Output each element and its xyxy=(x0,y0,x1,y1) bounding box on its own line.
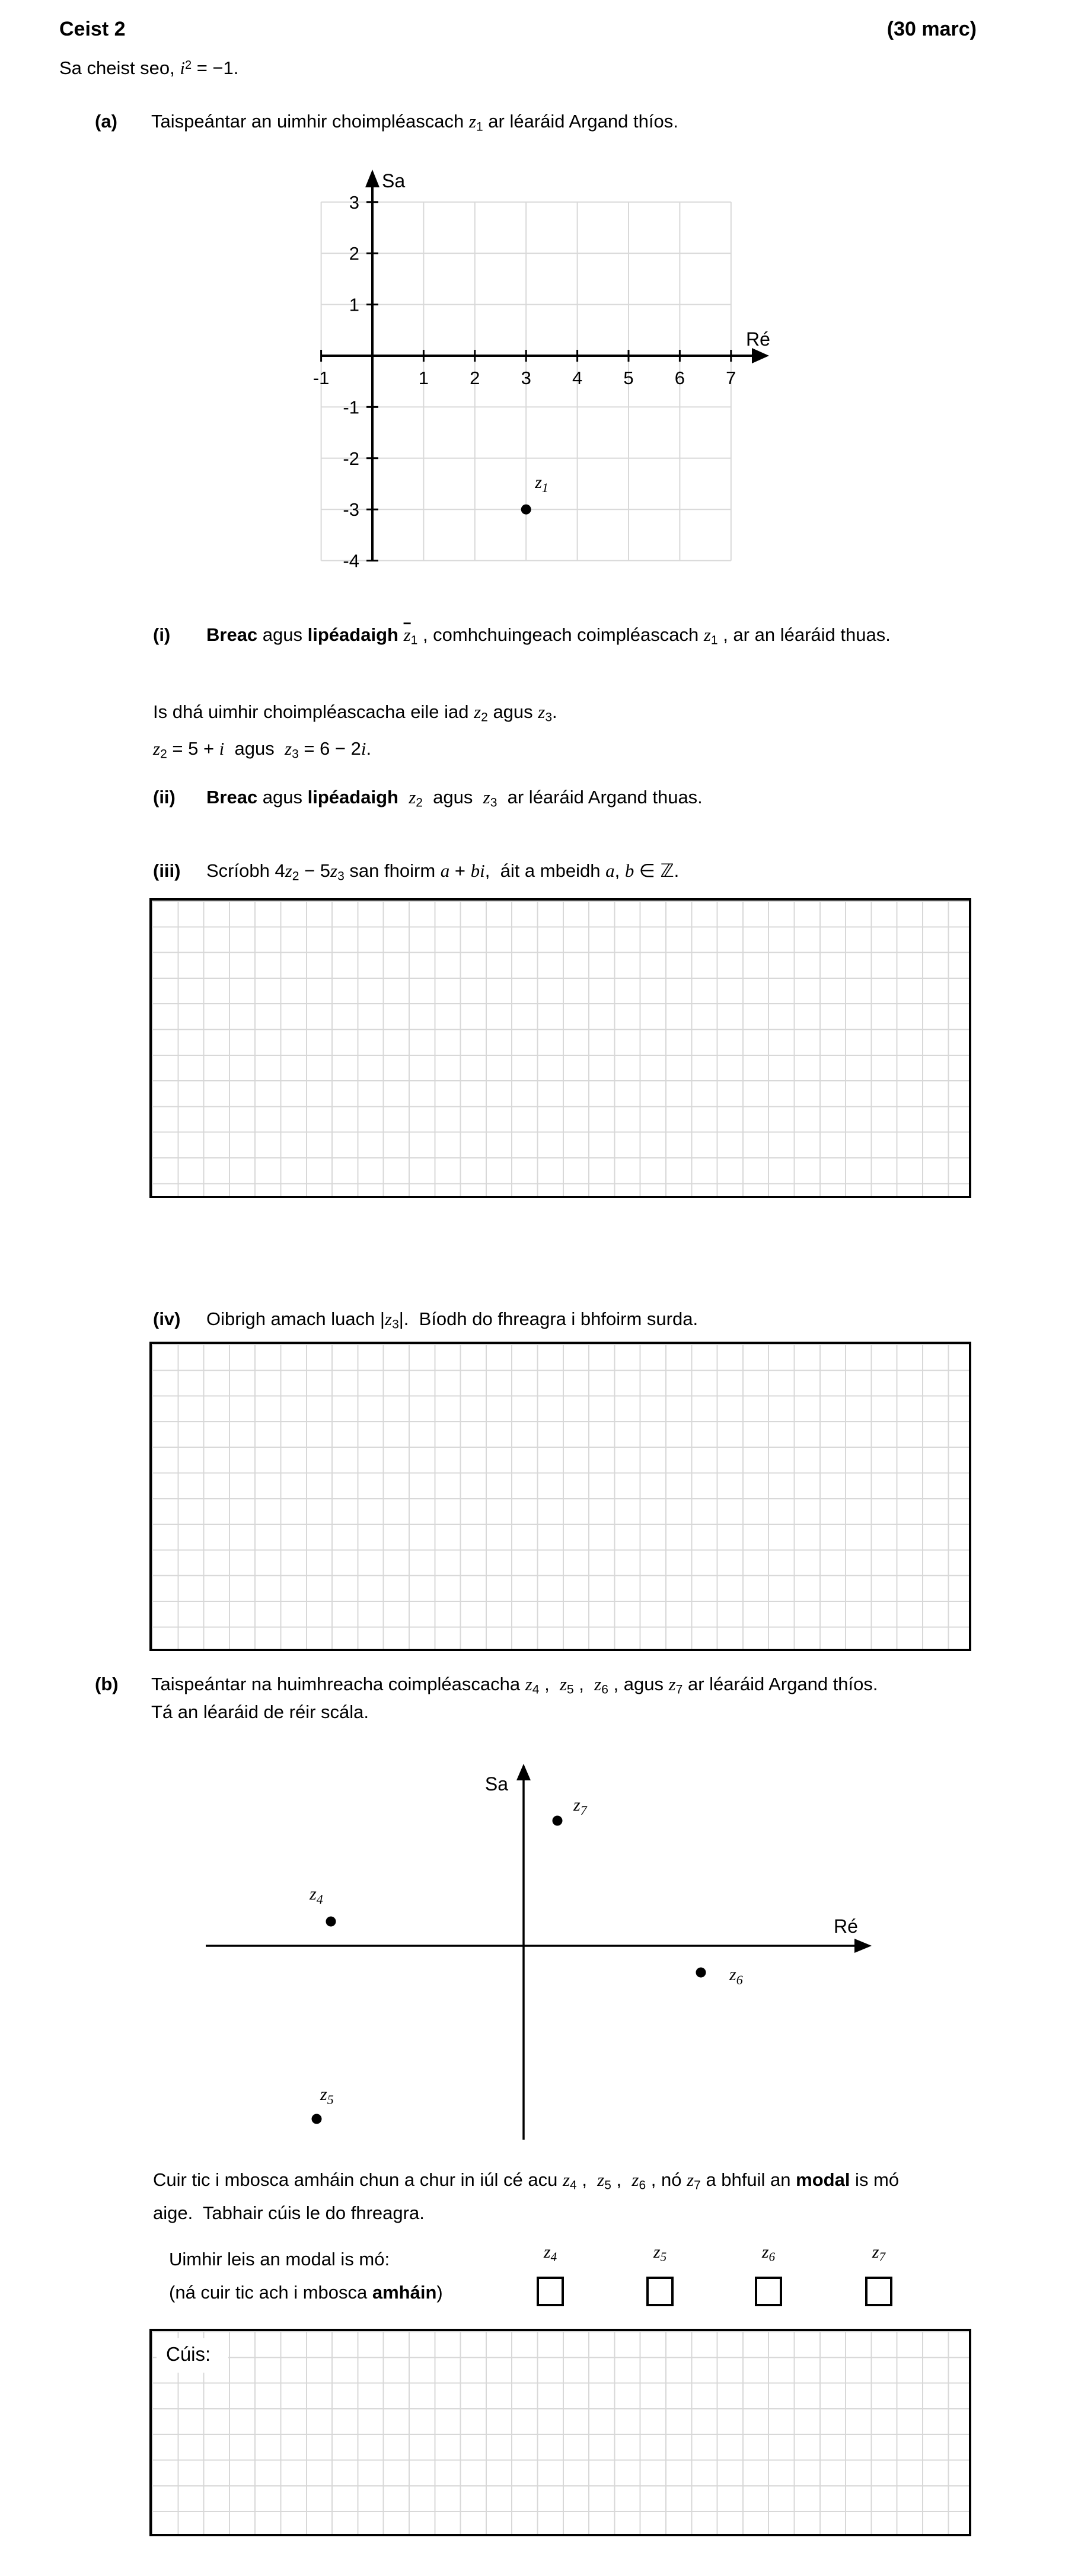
svg-text:Ré: Ré xyxy=(834,1916,858,1937)
tick-question-line1: Cuir tic i mbosca amháin chun a chur in iúl cé acu $z_4$ , $z_5$ , $z_6$ , nó $z_7$ a bhfuil an modal is mó xyxy=(153,2169,900,2192)
svg-text:2: 2 xyxy=(349,243,359,264)
item-ii-line: (ii) Breac agus lipéadaigh $z_2$ agus $z_3$ ar léaráid Argand thuas. xyxy=(153,787,703,810)
svg-text:z7: $z_7$ xyxy=(573,1795,587,1818)
argand-diagram-b xyxy=(202,1749,889,2147)
item-iv-label: (iv) xyxy=(153,1308,181,1329)
modal-option-label-z4: $z_4$ xyxy=(543,2242,557,2264)
svg-text:-3: -3 xyxy=(343,499,359,521)
modal-checkbox-z7[interactable] xyxy=(865,2277,892,2306)
part-b-line2: Tá an léaráid de réir scála. xyxy=(151,1702,369,1722)
svg-text:Ré: Ré xyxy=(746,328,770,350)
modal-checkbox-z4[interactable] xyxy=(537,2277,564,2306)
answer-grid-iii[interactable] xyxy=(149,898,971,1198)
item-iii-line: (iii) Scríobh $4z_2 - 5z_3$ san fhoirm a + bi, áit a mbeidh a, b ∈ ℤ. xyxy=(153,860,680,883)
item-i-label: (i) xyxy=(153,624,171,645)
modal-question-prompt: Uimhir leis an modal is mó: xyxy=(169,2249,390,2269)
svg-text:6: 6 xyxy=(674,368,685,388)
svg-text:-2: -2 xyxy=(343,448,359,469)
svg-text:-4: -4 xyxy=(343,550,359,572)
modal-checkbox-z6[interactable] xyxy=(755,2277,782,2306)
item-iii-label: (iii) xyxy=(153,860,181,881)
intro-line: Sa cheist seo, $i^2 = -1$. xyxy=(59,58,239,78)
svg-text:-1: -1 xyxy=(343,397,359,418)
svg-text:z1: $z_1$ xyxy=(535,473,548,496)
cuis-answer-grid[interactable] xyxy=(149,2329,971,2536)
modal-option-label-z7: $z_7$ xyxy=(872,2242,886,2264)
modal-option-label-z5: $z_5$ xyxy=(653,2242,667,2264)
cuis-label: Cúis: xyxy=(157,2338,228,2373)
svg-text:1: 1 xyxy=(349,294,359,315)
part-b-label: (b) xyxy=(95,1674,119,1694)
svg-text:-1: -1 xyxy=(312,368,330,388)
item-ii-label: (ii) xyxy=(153,787,176,807)
svg-text:z5: $z_5$ xyxy=(320,2085,334,2107)
answer-grid-iv[interactable] xyxy=(149,1342,971,1651)
svg-text:4: 4 xyxy=(572,368,583,388)
svg-text:z6: $z_6$ xyxy=(729,1965,743,1987)
svg-text:1: 1 xyxy=(418,368,429,388)
part-a-line: (a) Taispeántar an uimhir choimpléascach $z_1$ ar léaráid Argand thíos. xyxy=(95,111,678,134)
given-line: Is dhá uimhir choimpléascacha eile iad $z_2$ agus $z_3$. xyxy=(153,701,557,724)
modal-checkbox-z5[interactable] xyxy=(646,2277,674,2306)
z1-conjugate-symbol: $\overline{z}$ xyxy=(403,624,411,645)
item-iv-line: (iv) Oibrigh amach luach $|z_3|$. Bíodh do fhreagra i bhfoirm surda. xyxy=(153,1308,699,1332)
part-b-line1: (b) Taispeántar na huimhreacha coimpléascacha $z_4$ , $z_5$ , $z_6$ , agus $z_7$ ar léaráid Argand thíos. xyxy=(95,1674,878,1697)
svg-text:z4: $z_4$ xyxy=(310,1884,323,1907)
part-a-label: (a) xyxy=(95,111,117,132)
question-title: Ceist 2 xyxy=(59,18,126,40)
svg-text:5: 5 xyxy=(623,368,634,388)
svg-text:7: 7 xyxy=(726,368,736,388)
tick-question-line2: aige. Tabhair cúis le do fhreagra. xyxy=(153,2202,425,2223)
equation-line: $z_2 = 5 + i$ agus $z_3 = 6 - 2i$. xyxy=(153,738,372,761)
svg-text:Sa: Sa xyxy=(484,1773,508,1795)
svg-text:2: 2 xyxy=(470,368,480,388)
svg-text:3: 3 xyxy=(349,191,359,213)
modal-option-label-z6: $z_6$ xyxy=(761,2242,776,2264)
argand-diagram-a xyxy=(255,148,789,587)
item-i-line: (i) Breac agus lipéadaigh $\overline{z}_1$ , comhchuingeach coimpléascach $z_1$ , ar an léaráid thuas. xyxy=(153,624,891,647)
marks-badge: (30 marc) xyxy=(886,18,977,40)
svg-text:Sa: Sa xyxy=(382,170,406,191)
modal-question-note: (ná cuir tic ach i mbosca amháin) xyxy=(169,2282,443,2303)
svg-text:3: 3 xyxy=(521,368,531,388)
